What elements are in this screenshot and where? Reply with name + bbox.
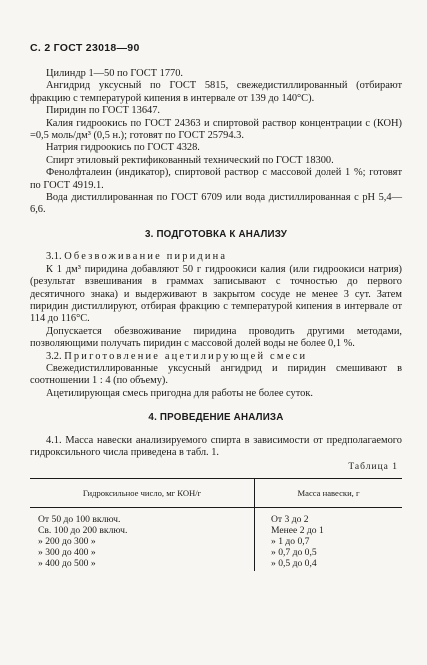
section-heading: 3. ПОДГОТОВКА К АНАЛИЗУ [144,228,288,240]
subsection-number: 3.2. [46,350,62,362]
table-row [30,536,402,547]
table-cell: » 400 до 500 » [30,558,255,571]
section-heading: 4. ПРОВЕДЕНИЕ АНАЛИЗА [148,412,284,424]
table-header-row [30,478,402,507]
paragraph: Допускается обезвоживание пиридина проводить другими методами, позволяющими получать пиридин с массовой долей воды не более 0,1 %. [30,325,402,350]
subsection-number: 3.1. [46,251,62,263]
paragraph: Свежедистиллированные уксусный ангидрид и пиридин смешивают в соотношении 1 : 4 (по объему). [30,362,402,387]
table-cell: » 0,7 до 0,5 [271,546,317,558]
paragraph: К 1 дм³ пиридина добавляют 50 г гидроокиси калия (или гидроокиси натрия) (результат взвешивания в граммах записывают с точностью до первого десятичного знака) и выдерживают в закрытом сосуде не менее 3 сут. Затем пиридин дистиллируют, отбирая фракцию с температурой кипения в интервале от 114 до 116°С. [30,263,402,325]
reagent-item: Ангидрид уксусный по ГОСТ 5815, свежедистиллированный (отбирают фракцию с температурой кипения в интервале от 139 до 140°С). [30,80,402,104]
table-cell: » 300 до 400 » [30,547,255,558]
reagent-item: Вода дистиллированная по ГОСТ 6709 или вода дистиллированная с рН 5,4—6,6. [30,192,402,216]
table-caption: Таблица 1 [348,462,398,473]
table-row [30,507,402,525]
subsection-title: Обезвоживание пиридина [64,251,228,263]
sample-mass-table [30,478,402,571]
subsection-heading [30,251,402,263]
column-header: Гидроксильное число, мг КОН/г [30,478,255,507]
subsection-title: Приготовление ацетилирующей смеси [64,350,308,362]
reagent-item: Калия гидроокись по ГОСТ 24363 и спиртовой раствор концентрации с (КОН) =0,5 моль/дм³ (0,5 н.); готовят по ГОСТ 25794.3. [30,117,402,142]
table-cell: » 200 до 300 » [30,536,255,547]
reagent-item: Пиридин по ГОСТ 13647. [46,105,161,117]
paragraph: Ацетилирующая смесь пригодна для работы не более суток. [46,387,313,399]
column-header: Масса навески, г [255,478,403,507]
reagent-item: Спирт этиловый ректификованный технический по ГОСТ 18300. [46,154,334,166]
reagent-item: Цилиндр 1—50 по ГОСТ 1770. [46,68,184,79]
table-cell: » 0,5 до 0,4 [271,557,317,569]
document-body [30,68,402,571]
table-row [30,558,402,571]
table-cell: Св. 100 до 200 включ. [30,525,255,536]
table-cell: От 3 до 2 [271,513,309,525]
reagent-item: Натрия гидроокись по ГОСТ 4328. [46,142,200,154]
subsection-heading [30,351,402,363]
reagent-item: Фенолфталеин (индикатор), спиртовой раствор с массовой долей 1 %; готовят по ГОСТ 4919.1. [30,167,402,191]
page-header: С. 2 ГОСТ 23018—90 [30,42,140,54]
table-cell: От 50 до 100 включ. [30,507,255,525]
table-cell: » 1 до 0,7 [271,535,310,547]
paragraph: 4.1. Масса навески анализируемого спирта в зависимости от предполагаемого гидроксильного числа приведена в табл. 1. [30,434,402,458]
table-cell: Менее 2 до 1 [271,524,324,536]
table-row [30,525,402,536]
table-row [30,547,402,558]
